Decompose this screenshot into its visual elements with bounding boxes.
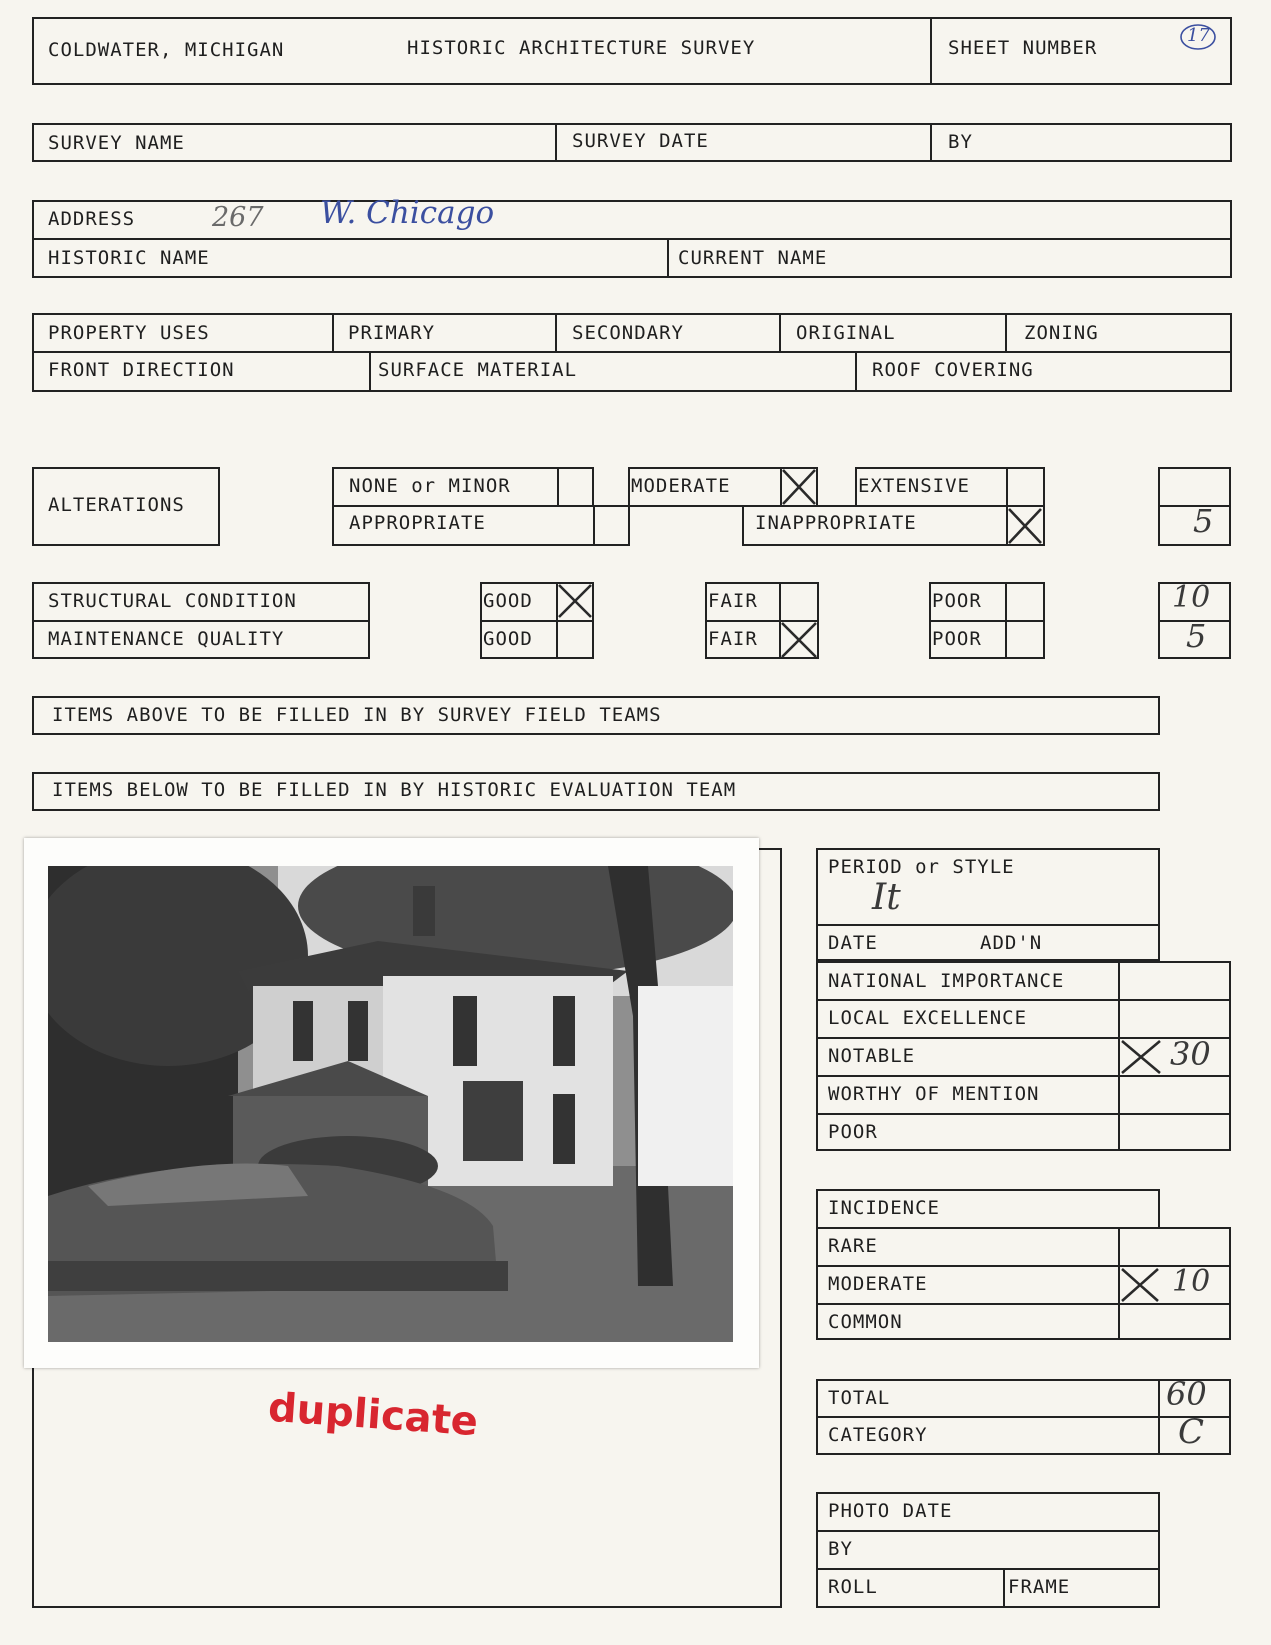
- current-name-label: CURRENT NAME: [678, 247, 828, 269]
- house-photo-image: [48, 866, 733, 1342]
- structural-good-check-mark: [556, 582, 594, 620]
- moderate-incidence-label: MODERATE: [828, 1273, 928, 1295]
- notable-check-mark: [1118, 1038, 1164, 1076]
- property-divider-3: [779, 313, 781, 352]
- moderate-check-mark: [780, 467, 818, 507]
- structural-good-label: GOOD: [483, 590, 533, 612]
- roll-frame-divider: [1003, 1568, 1005, 1608]
- historic-name-label: HISTORIC NAME: [48, 247, 210, 269]
- importance-row-1: [816, 999, 1231, 1001]
- property-divider-1: [332, 313, 334, 352]
- appropriate-check-divider: [593, 505, 595, 546]
- form-title: HISTORIC ARCHITECTURE SURVEY: [407, 37, 756, 59]
- photo-by-label: BY: [828, 1538, 853, 1560]
- extensive-label: EXTENSIVE: [858, 475, 970, 497]
- poor-row-divider: [929, 620, 1045, 622]
- period-style-value: It: [872, 877, 901, 918]
- moderate-alteration-label: MODERATE: [631, 475, 731, 497]
- moderate-incidence-check-mark: [1118, 1266, 1162, 1304]
- inappropriate-label: INAPPROPRIATE: [755, 512, 917, 534]
- poor-check-divider: [1005, 582, 1007, 659]
- maintenance-fair-check-mark: [779, 620, 819, 659]
- photo-info-row-1: [816, 1530, 1160, 1532]
- field-note-left: [32, 696, 34, 735]
- sheet-number-value: 17: [1187, 25, 1210, 46]
- local-excellence-label: LOCAL EXCELLENCE: [828, 1007, 1028, 1029]
- property-uses-label: PROPERTY USES: [48, 322, 210, 344]
- period-style-label: PERIOD or STYLE: [828, 856, 1015, 878]
- incidence-row-1: [816, 1265, 1231, 1267]
- photo-mount: [24, 838, 759, 1368]
- total-label: TOTAL: [828, 1387, 891, 1409]
- property-divider-2: [555, 313, 557, 352]
- survey-date-label: SURVEY DATE: [572, 130, 709, 152]
- field-note-bottom: [32, 733, 1160, 735]
- structural-score: 10: [1172, 580, 1211, 615]
- property-divider-6: [855, 351, 857, 392]
- inappropriate-check-mark: [1006, 505, 1044, 546]
- survey-left-edge: [32, 123, 34, 162]
- property-row-divider: [32, 351, 1232, 353]
- duplicate-annotation: duplicate: [266, 1384, 480, 1446]
- property-divider-4: [1005, 313, 1007, 352]
- eval-note-top: [32, 772, 1160, 774]
- moderate-incidence-score: 10: [1172, 1264, 1211, 1299]
- importance-row-4: [816, 1113, 1231, 1115]
- address-street: W. Chicago: [320, 195, 495, 231]
- name-divider: [667, 238, 669, 278]
- none-minor-check-divider: [557, 467, 559, 507]
- eval-note-left: [32, 772, 34, 811]
- evaluation-team-note: ITEMS BELOW TO BE FILLED IN BY HISTORIC EVALUATION TEAM: [52, 779, 737, 801]
- front-direction-label: FRONT DIRECTION: [48, 359, 235, 381]
- photo-info-row-2: [816, 1568, 1160, 1570]
- field-note-right: [1158, 696, 1160, 735]
- condition-label-divider: [32, 620, 370, 622]
- roll-label: ROLL: [828, 1576, 878, 1598]
- incidence-row-2: [816, 1303, 1231, 1305]
- maintenance-score: 5: [1186, 617, 1207, 655]
- maintenance-quality-label: MAINTENANCE QUALITY: [48, 628, 285, 650]
- photo-date-label: PHOTO DATE: [828, 1500, 953, 1522]
- zoning-label: ZONING: [1024, 322, 1099, 344]
- property-divider-5: [369, 351, 371, 392]
- frame-label: FRAME: [1008, 1576, 1071, 1598]
- city-label: COLDWATER, MICHIGAN: [48, 39, 285, 61]
- total-value: 60: [1166, 1375, 1207, 1413]
- survey-right-edge: [1230, 123, 1232, 162]
- appropriate-label: APPROPRIATE: [349, 512, 486, 534]
- maintenance-fair-label: FAIR: [708, 628, 758, 650]
- maintenance-good-label: GOOD: [483, 628, 533, 650]
- period-divider: [816, 924, 1160, 926]
- eval-note-right: [1158, 772, 1160, 811]
- addn-label: ADD'N: [980, 932, 1043, 954]
- secondary-label: SECONDARY: [572, 322, 684, 344]
- rare-label: RARE: [828, 1235, 878, 1257]
- survey-top-line: [32, 123, 1232, 125]
- incidence-label: INCIDENCE: [828, 1197, 940, 1219]
- address-label: ADDRESS: [48, 208, 136, 230]
- field-teams-note: ITEMS ABOVE TO BE FILLED IN BY SURVEY FIELD TEAMS: [52, 704, 662, 726]
- roof-covering-label: ROOF COVERING: [872, 359, 1034, 381]
- category-value: C: [1178, 1412, 1205, 1452]
- original-label: ORIGINAL: [796, 322, 896, 344]
- surface-material-label: SURFACE MATERIAL: [378, 359, 578, 381]
- maintenance-poor-label: POOR: [932, 628, 982, 650]
- totals-value-divider: [1158, 1379, 1160, 1455]
- structural-condition-label: STRUCTURAL CONDITION: [48, 590, 297, 612]
- header-divider: [930, 17, 932, 85]
- totals-divider: [816, 1416, 1231, 1418]
- category-label: CATEGORY: [828, 1424, 928, 1446]
- structural-fair-label: FAIR: [708, 590, 758, 612]
- good-row-divider: [480, 620, 594, 622]
- address-row-divider: [32, 238, 1232, 240]
- poor-evaluation-label: POOR: [828, 1121, 878, 1143]
- survey-bottom-line: [32, 160, 1232, 162]
- national-importance-label: NATIONAL IMPORTANCE: [828, 970, 1065, 992]
- date-label: DATE: [828, 932, 878, 954]
- eval-note-bottom: [32, 809, 1160, 811]
- field-note-top: [32, 696, 1160, 698]
- structural-poor-label: POOR: [932, 590, 982, 612]
- extensive-check-divider: [1006, 467, 1008, 507]
- survey-divider-1: [555, 123, 557, 162]
- none-minor-label: NONE or MINOR: [349, 475, 511, 497]
- worthy-of-mention-label: WORTHY OF MENTION: [828, 1083, 1040, 1105]
- common-label: COMMON: [828, 1311, 903, 1333]
- alterations-label: ALTERATIONS: [48, 494, 185, 516]
- sheet-number-label: SHEET NUMBER: [948, 37, 1098, 59]
- primary-label: PRIMARY: [348, 322, 436, 344]
- importance-row-3: [816, 1075, 1231, 1077]
- survey-by-label: BY: [948, 131, 973, 153]
- survey-name-label: SURVEY NAME: [48, 132, 185, 154]
- house-photo: [48, 866, 733, 1342]
- importance-row-2: [816, 1037, 1231, 1039]
- alterations-score: 5: [1193, 502, 1214, 540]
- notable-label: NOTABLE: [828, 1045, 916, 1067]
- survey-divider-2: [930, 123, 932, 162]
- notable-score: 30: [1170, 1035, 1211, 1073]
- address-number: 267: [212, 202, 264, 233]
